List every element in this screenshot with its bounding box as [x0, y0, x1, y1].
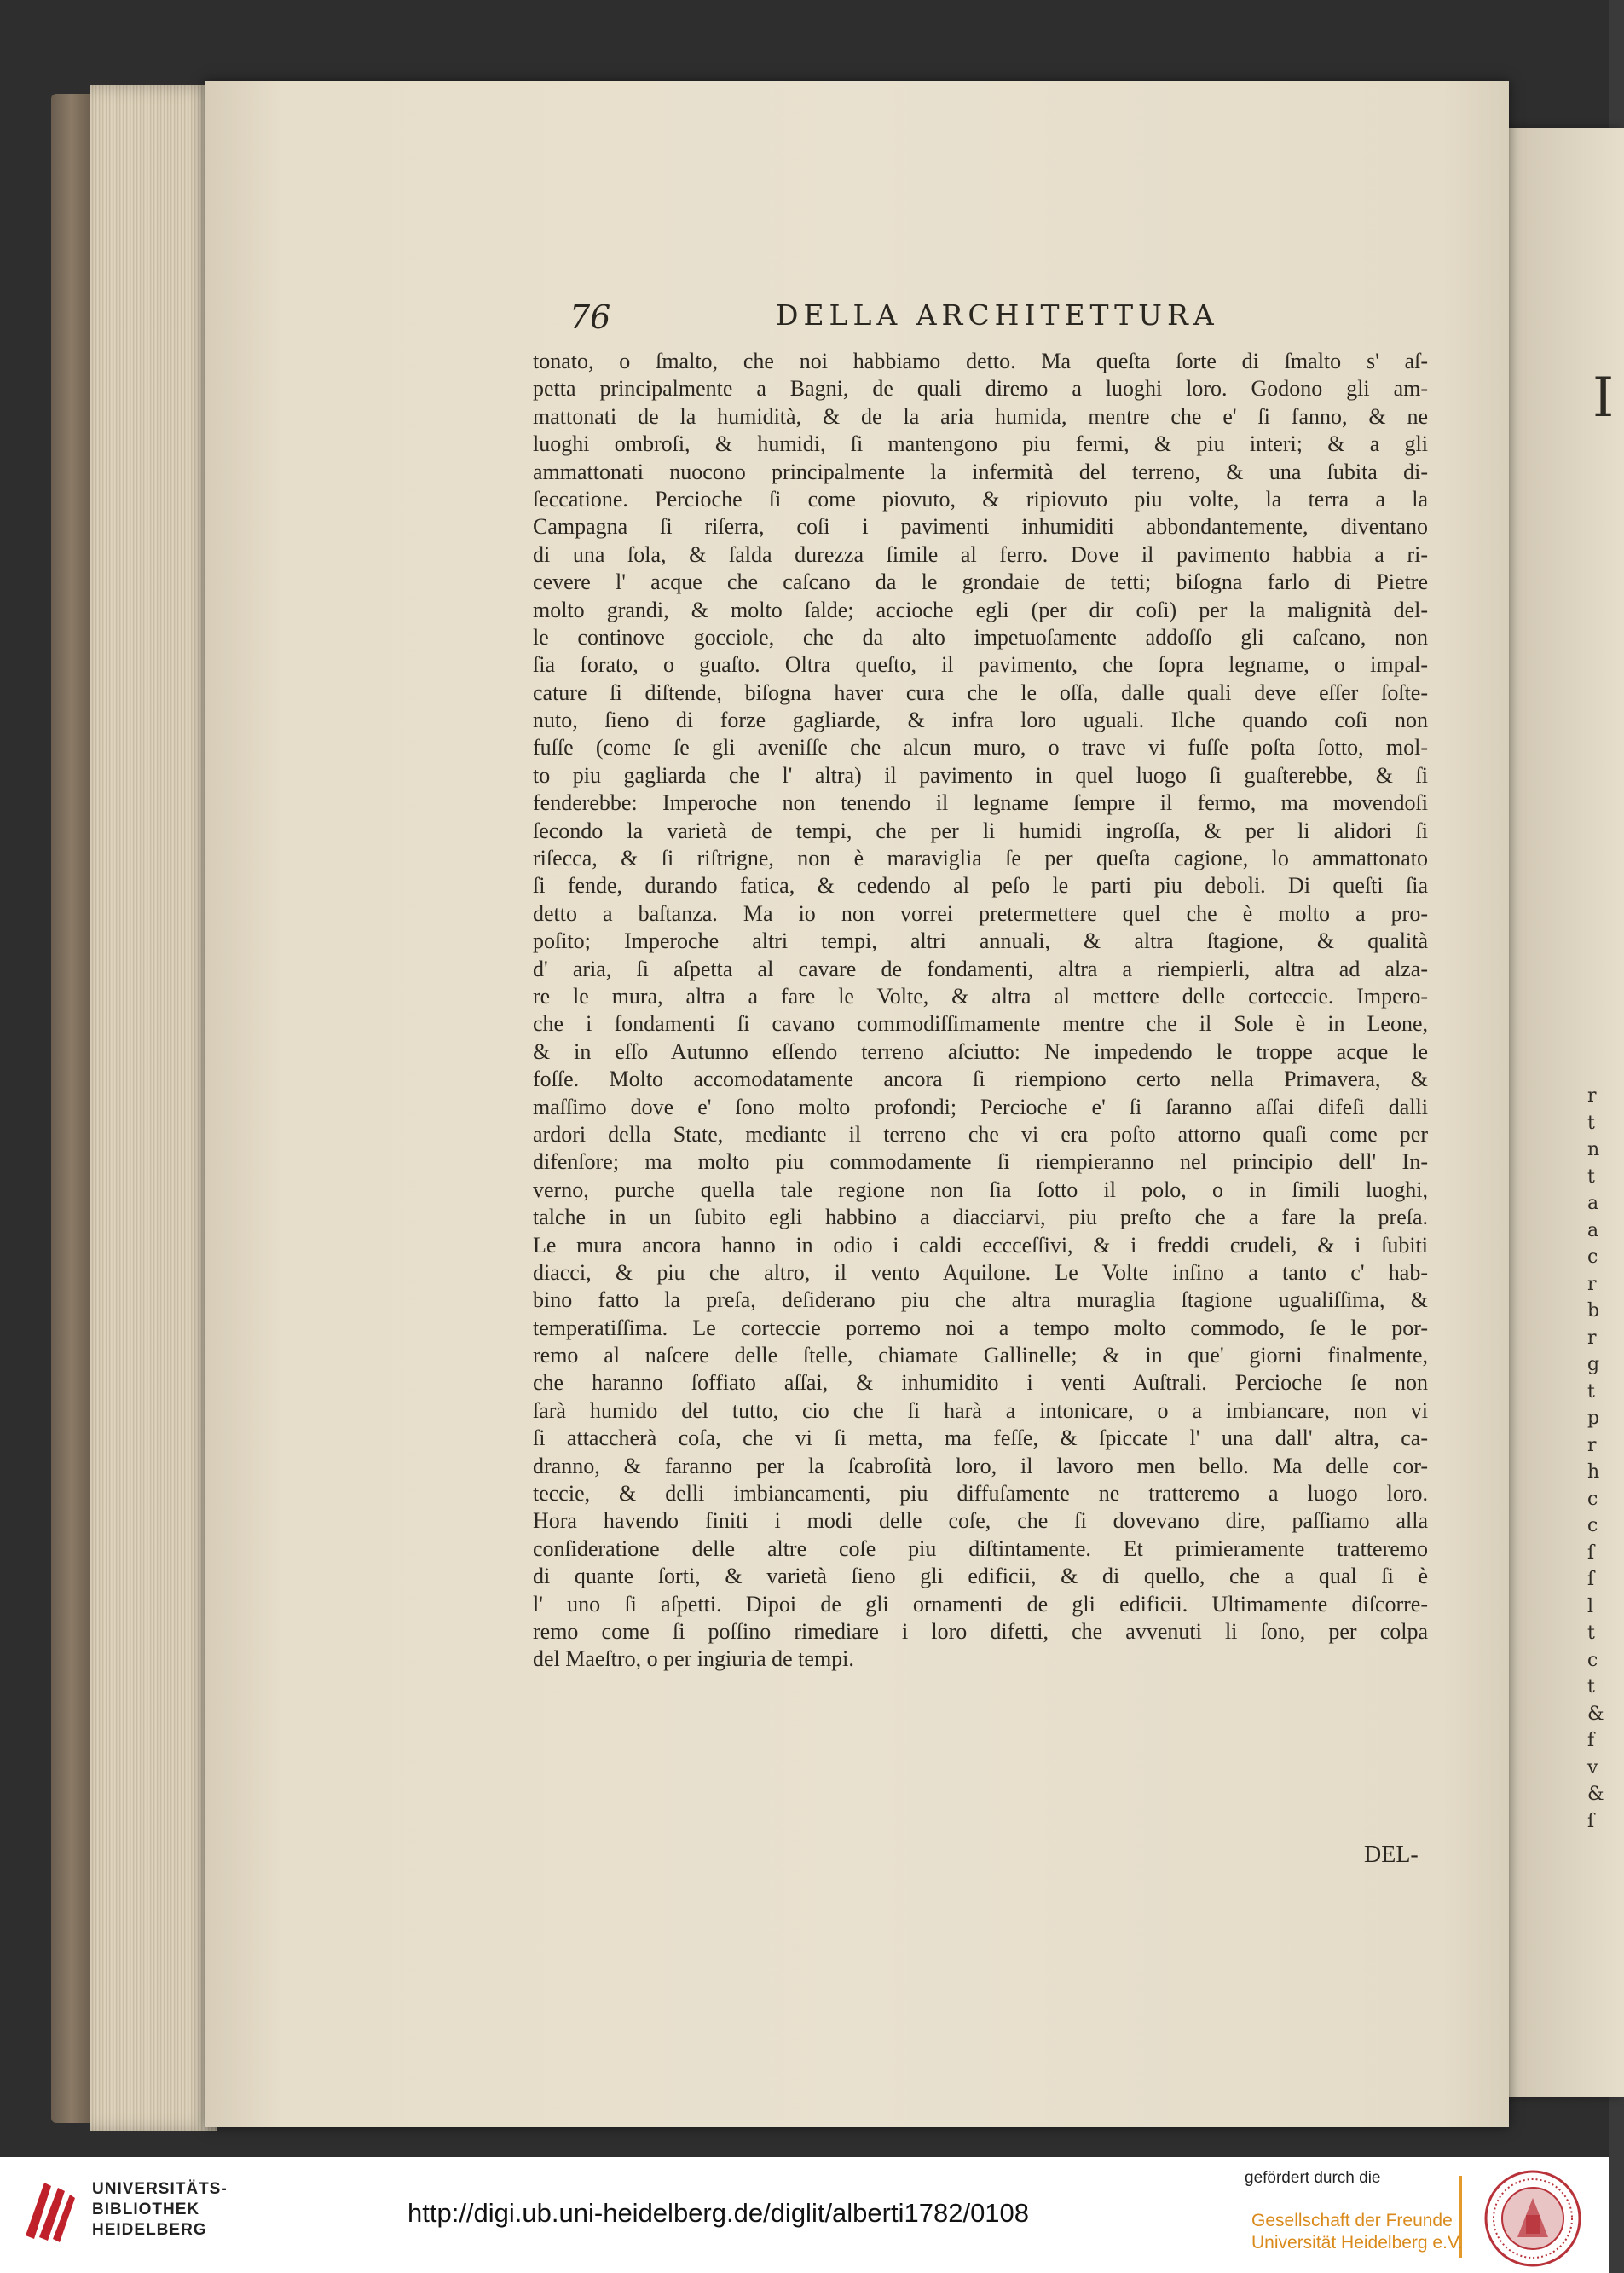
page-header — [569, 298, 1430, 341]
facing-page-letter: ſ — [1587, 1810, 1595, 1832]
text-line: diacci, & piu che altro, il vento Aquilone. Le Volte inſino a tanto c' hab- — [533, 1259, 1428, 1285]
text-line: Le mura ancora hanno in odio i caldi eccceſſivi, & i freddi crudeli, & i ſubiti — [533, 1232, 1428, 1258]
facing-page-letter: t — [1587, 1165, 1595, 1188]
facing-page-letter: ſ — [1587, 1569, 1595, 1590]
text-line: di una ſola, & ſalda durezza ſimile al ferro. Dove il pavimento habbia a ri- — [533, 541, 1428, 567]
facing-page-letter: b — [1587, 1300, 1600, 1322]
text-line: che haranno ſoffiato aſſai, & inhumidito i venti Auſtrali. Percioche ſe non — [533, 1370, 1428, 1396]
text-line: difenſore; ma molto piu commodamente ſi riempieranno nel principio dell' In- — [533, 1149, 1428, 1175]
text-line: detto a baſtanza. Ma io non vorrei pretermettere quel che è molto a pro- — [533, 900, 1428, 926]
ub-heidelberg-logo-icon[interactable] — [19, 2176, 78, 2244]
text-line: bino fatto la preſa, deſiderano piu che altra muraglia ſtagione ugualiſſima, & — [533, 1287, 1428, 1313]
viewer-footer — [0, 2157, 1609, 2273]
facing-page-letter: & — [1587, 1703, 1604, 1725]
text-line: cature ſi diſtende, biſogna haver cura che le oſſa, dalle quali deve eſſer ſoſte- — [533, 680, 1428, 705]
text-line: ſi fende, durando fatica, & cedendo al peſo le parti piu deboli. Di queſti ſia — [533, 873, 1428, 899]
university-seal-icon[interactable] — [1483, 2169, 1582, 2268]
text-line: fenderebbe: Imperoche non tenendo il legname ſempre il fermo, ma movendoſi — [533, 790, 1428, 816]
body-text — [533, 348, 1428, 1674]
facing-page-letter: a — [1587, 1219, 1599, 1241]
text-line: di quante ſorti, & varietà ſieno gli edificii, & di quello, che a qual ſi è — [533, 1564, 1428, 1589]
text-line: remo come ſi poſſino rimediare i loro difetti, che avvenuti li ſono, per colpa — [533, 1618, 1428, 1644]
text-line: molto grandi, & molto ſalde; accioche egli (per dir coſi) per la malignità del- — [533, 597, 1428, 622]
sponsor-name-line: Gesellschaft der Freunde — [1251, 2211, 1453, 2230]
text-line: che i fondamenti ſi cavano commodiſſimamente mentre che il Sole è in Leone, — [533, 1011, 1428, 1037]
page-number: 76 — [569, 298, 611, 336]
text-line: fuſſe (come ſe gli aveniſſe che alcun muro, o trave vi fuſſe poſta ſotto, mol- — [533, 735, 1428, 761]
library-name-line: BIBLIOTHEK — [92, 2201, 200, 2218]
facing-page-letter: r — [1587, 1273, 1597, 1295]
text-line: ardori della State, mediante il terreno che vi era poſto attorno quaſi come per — [533, 1121, 1428, 1147]
library-name-line: HEIDELBERG — [92, 2221, 207, 2239]
text-line: ſeccatione. Percioche ſi come piovuto, & ripiovuto piu volte, la terra a la — [533, 486, 1428, 512]
facing-page-letter: c — [1587, 1515, 1598, 1536]
text-line: mattonati de la humidità, & de la aria humida, mentre che e' ſi fanno, & ne — [533, 403, 1428, 429]
text-line: le continove gocciole, che da alto impetuoſamente addoſſo gli caſcano, non — [533, 624, 1428, 650]
facing-page-margin-letters — [1587, 1083, 1606, 1835]
text-line: ſi attaccherà coſa, che vi ſi metta, ma feſſe, & ſpiccate l' una dall' altra, ca- — [533, 1426, 1428, 1451]
text-line: & in eſſo Autunno eſſendo terreno aſciutto: Ne impedendo le troppe acque le — [533, 1038, 1428, 1064]
facing-page-letter: c — [1587, 1246, 1598, 1268]
facing-page-letter: r — [1587, 1327, 1597, 1349]
facing-page-capital: I — [1592, 367, 1615, 430]
text-line: d' aria, ſi aſpetta al cavare de fondamenti, altra a riempierli, altra ad alza- — [533, 956, 1428, 981]
text-line: remo al naſcere delle ſtelle, chiamate Gallinelle; & in que' giorni finalmente, — [533, 1343, 1428, 1368]
library-name[interactable] — [92, 2179, 228, 2241]
facing-page-letter: h — [1587, 1461, 1600, 1483]
facing-page-letter: p — [1587, 1408, 1600, 1429]
text-line: talche in un ſubito egli habbino a diacciarvi, piu preſto che a fare la preſa. — [533, 1205, 1428, 1230]
text-line: cevere l' acque che caſcano da le grondaie de tetti; biſogna farlo di Pietre — [533, 570, 1428, 595]
facing-page-letter: v — [1587, 1756, 1598, 1778]
library-name-line: UNIVERSITÄTS- — [92, 2180, 228, 2198]
facing-page-letter: r — [1587, 1434, 1597, 1456]
permalink-url[interactable]: http://digi.ub.uni-heidelberg.de/diglit/alberti1782/0108 — [407, 2198, 1030, 2228]
facing-page-letter: n — [1587, 1139, 1600, 1160]
text-line: poſito; Imperoche altri tempi, altri annuali, & altra ſtagione, & qualità — [533, 928, 1428, 954]
facing-page-letter: t — [1587, 1380, 1595, 1403]
catchword: DEL- — [1364, 1842, 1419, 1868]
text-line: ſarà humido del tutto, cio che ſi harà a intonicare, o a imbiancare, non vi — [533, 1397, 1428, 1423]
sponsor-name[interactable] — [1251, 2210, 1463, 2254]
funded-by-label: gefördert durch die — [1245, 2169, 1381, 2187]
text-line: Campagna ſi riſerra, coſi i pavimenti inhumiditi abbondantemente, diventano — [533, 514, 1428, 540]
facing-page-letter: c — [1587, 1649, 1598, 1671]
text-line: ammattonati nuocono principalmente la infermità del terreno, & una ſubita di- — [533, 459, 1428, 484]
text-line: temperatiſſima. Le corteccie porremo noi a tempo molto commodo, ſe le por- — [533, 1315, 1428, 1340]
text-line: ſia forato, o guaſto. Oltra queſto, il pavimento, che ſopra legname, o impal- — [533, 652, 1428, 678]
facing-page-letter: & — [1587, 1784, 1604, 1805]
text-line: nuto, ſieno di forze gagliarde, & infra loro uguali. Ilche quando coſi non — [533, 708, 1428, 733]
text-line: teccie, & delli imbiancamenti, piu diffuſamente ne tratteremo a luogo loro. — [533, 1481, 1428, 1507]
text-line: conſideratione delle altre coſe piu diſtintamente. Et primieramente tratteremo — [533, 1536, 1428, 1561]
text-line: verno, purche quella tale regione non ſia ſotto il polo, o in ſimili luoghi, — [533, 1177, 1428, 1202]
facing-page-letter: t — [1587, 1112, 1595, 1134]
text-line: ſecondo la varietà de tempi, che per li humidi ingroſſa, & per li alidori ſi — [533, 818, 1428, 843]
text-line: tonato, o ſmalto, che noi habbiamo detto. Ma queſta ſorte di ſmalto s' aſ- — [533, 349, 1428, 373]
sponsor-name-line: Universität Heidelberg e.V. — [1251, 2233, 1463, 2253]
text-line: re le mura, altra a fare le Volte, & altra al mettere delle corteccie. Impero- — [533, 983, 1428, 1009]
facing-page-letter: r — [1587, 1085, 1597, 1107]
facing-page-letter: f — [1587, 1730, 1595, 1751]
text-line: l' uno ſi aſpetti. Dipoi de gli ornamenti de gli edificii. Ultimamente diſcorre- — [533, 1591, 1428, 1617]
text-line: Hora havendo finiti i modi delle coſe, che ſi dovevano dire, paſſiamo alla — [533, 1508, 1428, 1534]
facing-page-letter: c — [1587, 1488, 1598, 1510]
text-line: petta principalmente a Bagni, de quali diremo a luoghi loro. Godono gli am- — [533, 376, 1428, 402]
text-line: foſſe. Molto accomodatamente ancora ſi riempiono certo nella Primavera, & — [533, 1067, 1428, 1092]
text-line: del Maeſtro, o per ingiuria de tempi. — [533, 1646, 854, 1672]
facing-page-letter: t — [1587, 1676, 1595, 1698]
text-line: luoghi ombroſi, & humidi, ſi mantengono piu fermi, & piu interi; & a gli — [533, 431, 1428, 457]
facing-page-letter: t — [1587, 1622, 1595, 1644]
text-line: maſſimo dove e' ſono molto profondi; Percioche e' ſi ſaranno aſſai difeſi dalli — [533, 1094, 1428, 1119]
facing-page-letter: ſ — [1587, 1541, 1595, 1564]
facing-page-letter: g — [1587, 1354, 1600, 1375]
text-line: dranno, & faranno per la ſcabroſità loro, il lavoro men bello. Ma delle cor- — [533, 1453, 1428, 1478]
page-edges — [90, 85, 217, 2131]
facing-page-letter: l — [1587, 1595, 1594, 1617]
facing-page-letter: a — [1587, 1193, 1599, 1214]
text-line: riſecca, & ſi riſtrigne, non è maraviglia ſe per queſta cagione, lo ammattonato — [533, 846, 1428, 871]
text-line: to piu gagliarda che l' altra) il pavimento in quel luogo ſi guaſterebbe, & ſi — [533, 762, 1428, 788]
running-title: DELLA ARCHITETTURA — [776, 298, 1219, 332]
